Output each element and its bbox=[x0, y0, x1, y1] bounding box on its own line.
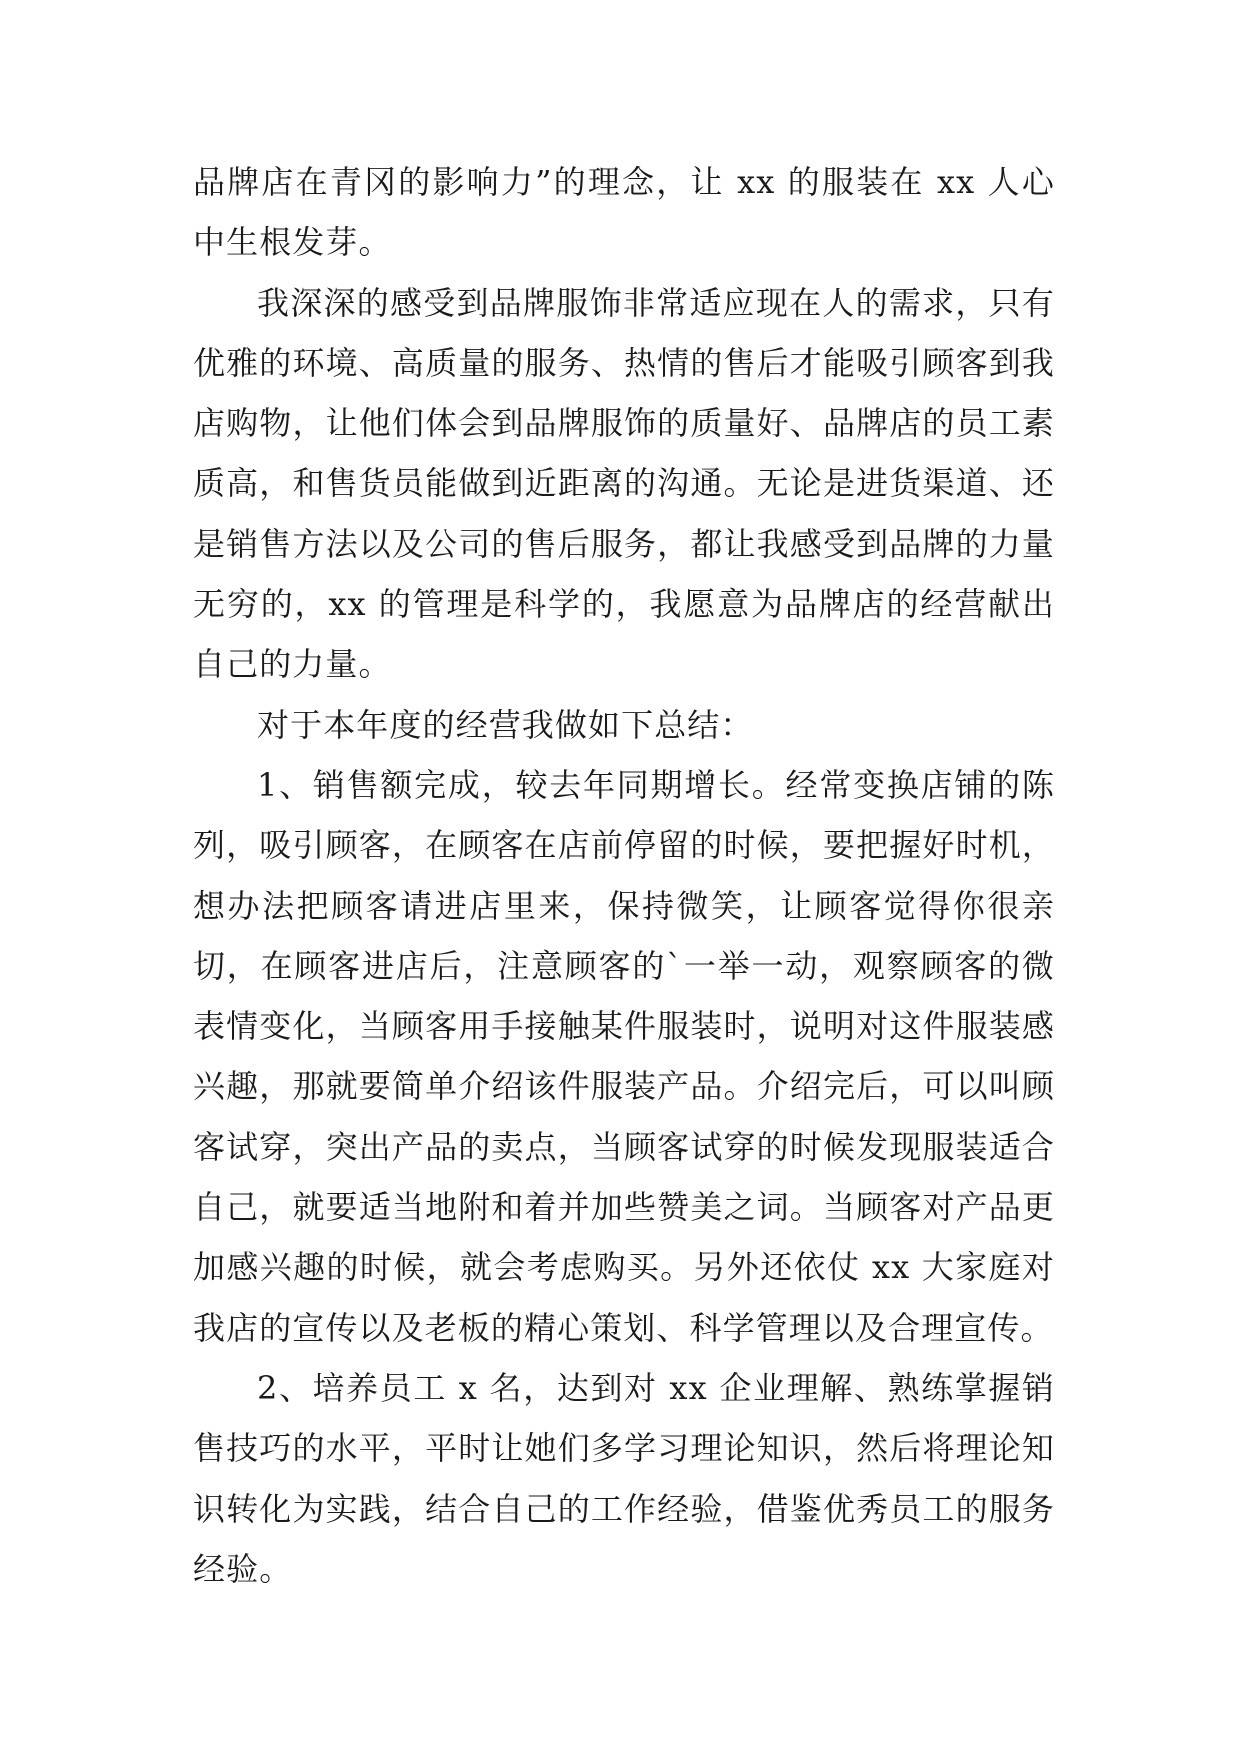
paragraph-brand-feeling: 我深深的感受到品牌服饰非常适应现在人的需求，只有优雅的环境、高质量的服务、热情的售后才能吸引顾客到我店购物，让他们体会到品牌服饰的质量好、品牌店的员工素质高，和售货员能做到近距离的沟通。无论是进货渠道、还是销售方法以及公司的售后服务，都让我感受到品牌的力量无穷的，xx 的管理是科学的，我愿意为品牌店的经营献出自己的力量。 bbox=[193, 283, 1055, 684]
paragraph-staff-item: 2、培养员工 x 名，达到对 xx 企业理解、熟练掌握销售技巧的水平，平时让她们多学习理论知识，然后将理论知识转化为实践，结合自己的工作经验，借鉴优秀员工的服务经验。 bbox=[193, 1368, 1055, 1588]
document-page bbox=[193, 152, 1055, 1599]
paragraph-sales-item: 1、销售额完成，较去年同期增长。经常变换店铺的陈列，吸引顾客，在顾客在店前停留的时候，要把握好时机，想办法把顾客请进店里来，保持微笑，让顾客觉得你很亲切，在顾客进店后，注意顾客的`一举一动，观察顾客的微表情变化，当顾客用手接触某件服装时，说明对这件服装感兴趣，那就要简单介绍该件服装产品。介绍完后，可以叫顾客试穿，突出产品的卖点，当顾客试穿的时候发现服装适合自己，就要适当地附和着并加些赞美之词。当顾客对产品更加感兴趣的时候，就会考虑购买。另外还依仗 xx 大家庭对我店的宣传以及老板的精心策划、科学管理以及合理宣传。 bbox=[193, 765, 1055, 1347]
paragraph-continuation: 品牌店在青冈的影响力”的理念，让 xx 的服装在 xx 人心中生根发芽。 bbox=[193, 163, 1055, 262]
paragraph-summary-intro: 对于本年度的经营我做如下总结： bbox=[257, 705, 754, 744]
